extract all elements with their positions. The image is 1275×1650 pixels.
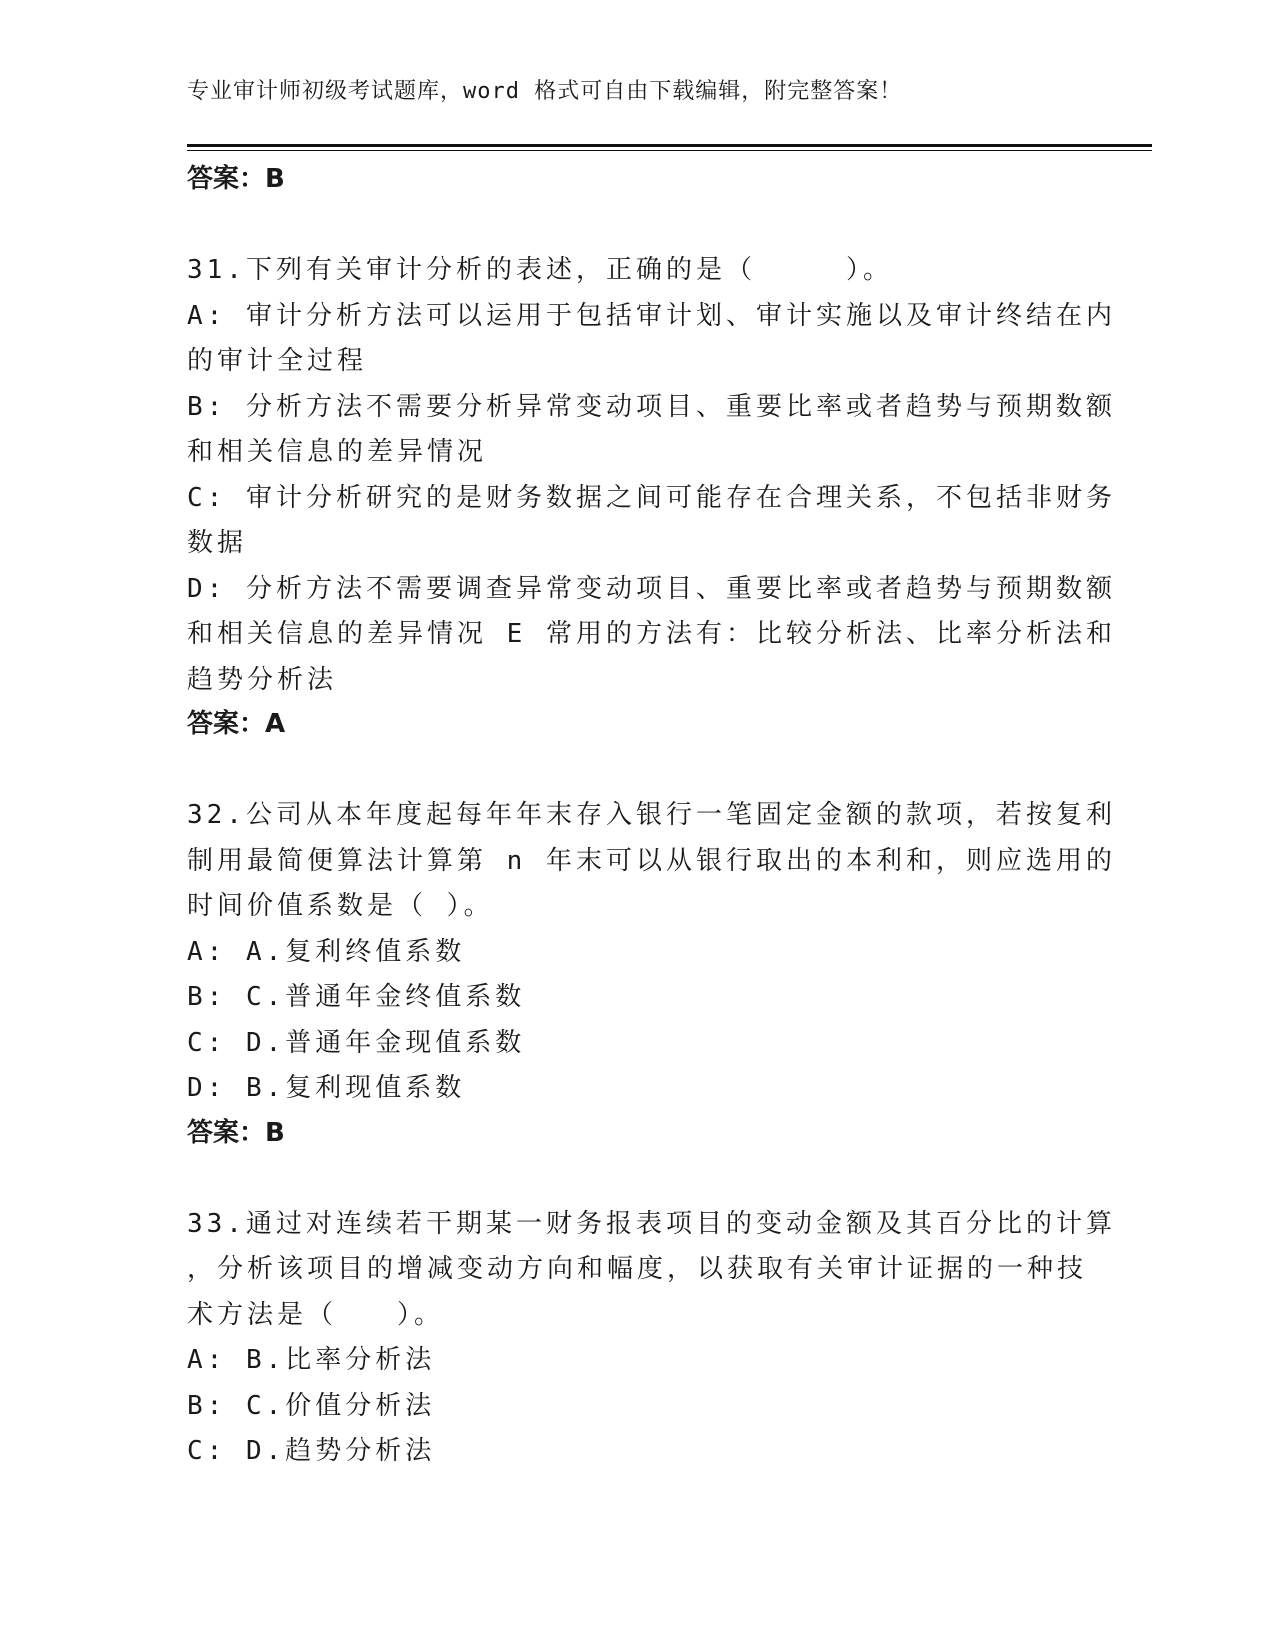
question-stem-line: ，分析该项目的增减变动方向和幅度，以获取有关审计证据的一种技 — [187, 1254, 1088, 1284]
option-line: 和相关信息的差异情况 E 常用的方法有：比较分析法、比率分析法和 — [187, 619, 1116, 649]
question-stem-line: 31.下列有关审计分析的表述，正确的是（ ）。 — [187, 255, 893, 285]
option-line: B: 分析方法不需要分析异常变动项目、重要比率或者趋势与预期数额 — [187, 391, 1116, 422]
option-line: C: D.趋势分析法 — [187, 1436, 436, 1466]
header-rule-thick — [187, 144, 1152, 147]
option-c — [187, 1021, 1087, 1067]
option-b — [187, 1384, 1087, 1430]
option-line: B: C.价值分析法 — [187, 1390, 436, 1421]
question-stem-line: 33.通过对连续若干期某一财务报表项目的变动金额及其百分比的计算 — [187, 1208, 1116, 1239]
option-d — [187, 1066, 1087, 1112]
question-stem-line: 时间价值系数是（ ）。 — [187, 891, 494, 921]
option-line: D: 分析方法不需要调查异常变动项目、重要比率或者趋势与预期数额 — [187, 573, 1116, 604]
option-b — [187, 975, 1087, 1021]
option-a — [187, 294, 1116, 385]
option-line: 趋势分析法 — [187, 664, 338, 695]
option-line: 数据 — [187, 528, 248, 558]
question-stem-line: 32.公司从本年度起每年年末存入银行一笔固定金额的款项，若按复利 — [187, 800, 1116, 830]
header-note: 专业审计师初级考试题库，word 格式可自由下载编辑，附完整答案！ — [187, 79, 903, 104]
header-rule-thin — [187, 150, 1152, 151]
question-31 — [187, 248, 1116, 745]
option-b — [187, 385, 1116, 476]
option-line: 和相关信息的差异情况 — [187, 437, 488, 467]
option-line: C: D.普通年金现值系数 — [187, 1027, 526, 1058]
option-a — [187, 930, 1087, 976]
document-content — [187, 158, 1116, 1475]
question-32 — [187, 793, 1116, 1154]
option-line: B: C.普通年金终值系数 — [187, 982, 526, 1012]
option-line: 的审计全过程 — [187, 346, 368, 376]
question-answer: 答案：A — [187, 709, 286, 739]
option-d — [187, 567, 1116, 704]
option-line: A: 审计分析方法可以运用于包括审计划、审计实施以及审计终结在内 — [187, 300, 1116, 331]
option-a — [187, 1338, 1087, 1384]
option-line: C: 审计分析研究的是财务数据之间可能存在合理关系，不包括非财务 — [187, 482, 1116, 513]
option-c — [187, 476, 1116, 567]
option-c — [187, 1429, 1087, 1475]
option-line: A: A.复利终值系数 — [187, 936, 466, 967]
question-33 — [187, 1202, 1116, 1475]
question-stem-line: 术方法是（ ）。 — [187, 1299, 445, 1330]
previous-answer: 答案：B — [187, 164, 285, 194]
option-line: A: B.比率分析法 — [187, 1345, 436, 1375]
question-stem-line: 制用最简便算法计算第 n 年末可以从银行取出的本利和，则应选用的 — [187, 845, 1116, 876]
option-line: D: B.复利现值系数 — [187, 1073, 466, 1103]
question-answer: 答案：B — [187, 1117, 285, 1148]
